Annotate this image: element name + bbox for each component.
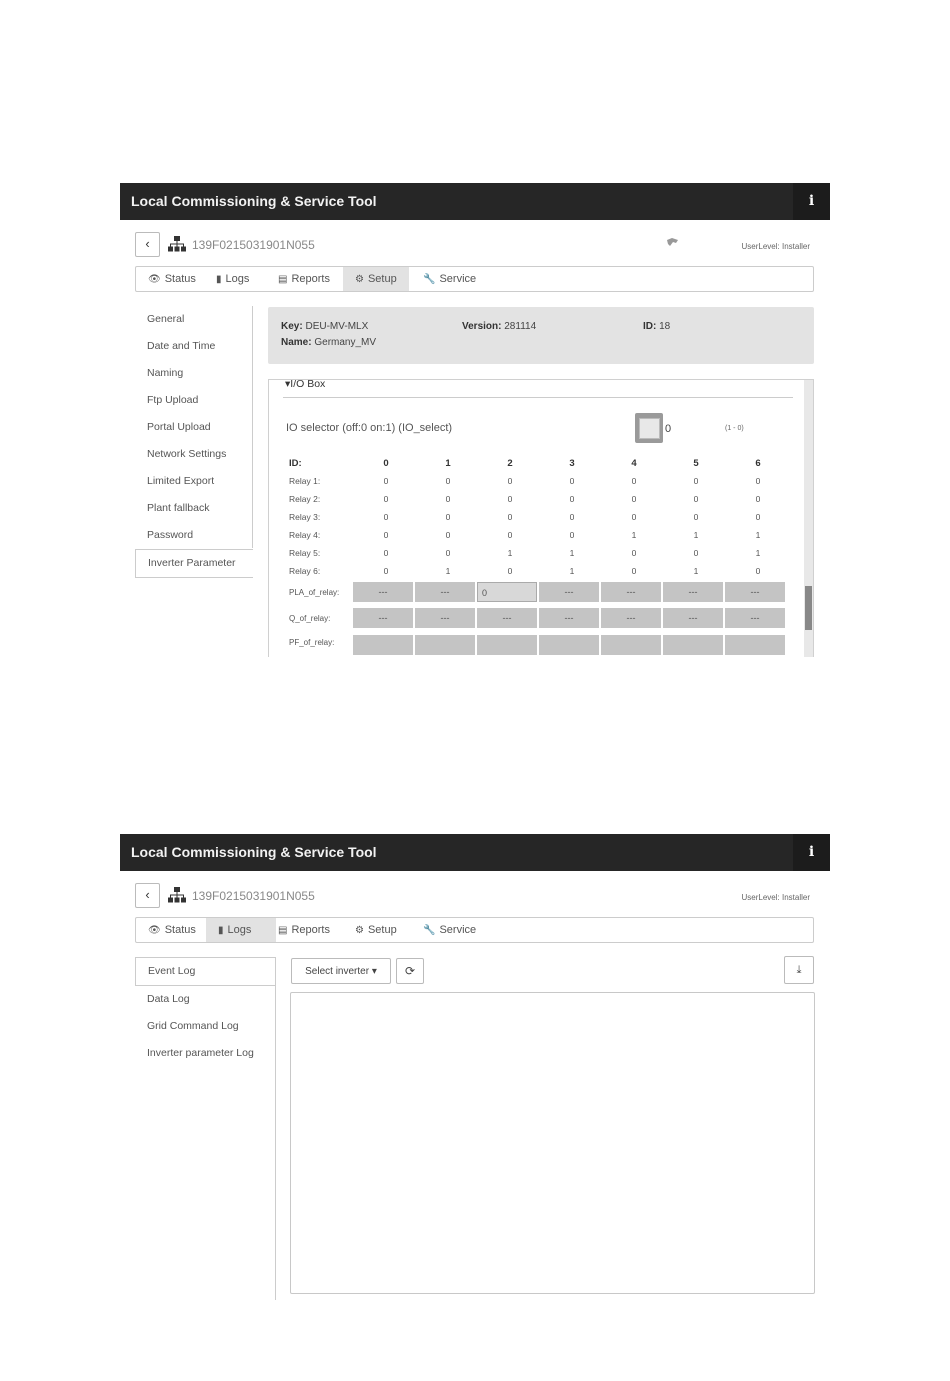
io-selector-value: 0 <box>665 423 672 435</box>
document-icon: ▤ <box>278 274 288 285</box>
refresh-icon[interactable]: ⟳ <box>396 958 424 984</box>
wrench-icon: 🔧 <box>423 274 436 285</box>
sidebar-item-event-log[interactable]: Event Log <box>135 957 275 986</box>
q-input[interactable]: --- <box>539 608 599 628</box>
connection-icon <box>666 237 680 249</box>
pla-input[interactable]: --- <box>725 582 785 602</box>
tab-logs[interactable]: ▮ Logs <box>204 267 274 291</box>
parameter-key-panel: Key: DEU-MV-MLX Version: 281114 ID: 18 Name: Germany_MV <box>268 307 814 364</box>
logs-sidebar <box>135 957 276 1300</box>
q-input[interactable]: --- <box>353 608 413 628</box>
q-input[interactable]: --- <box>477 608 537 628</box>
eye-icon: 👁 <box>148 274 161 285</box>
pla-input[interactable]: --- <box>353 582 413 602</box>
pf-of-relay-inputs <box>353 635 785 655</box>
pf-input[interactable] <box>663 635 723 655</box>
sidebar-item-data-log[interactable]: Data Log <box>147 993 190 1005</box>
relay-table-header: ID: 0 1 2 3 4 5 6 <box>289 457 761 469</box>
back-button[interactable]: ‹ <box>135 883 160 908</box>
book-icon: ▮ <box>218 925 224 936</box>
io-box-legend[interactable]: ▾I/O Box <box>285 379 326 390</box>
select-inverter-dropdown[interactable]: Select inverter ▾ <box>291 958 391 984</box>
info-icon[interactable]: i <box>793 183 830 220</box>
sidebar-item-limited-export[interactable]: Limited Export <box>147 475 215 487</box>
q-input[interactable]: --- <box>663 608 723 628</box>
tab-status[interactable]: 👁 Status <box>136 267 214 291</box>
io-selector-range: (1 - 0) <box>725 425 744 432</box>
eye-icon: 👁 <box>148 925 161 936</box>
title-bar <box>120 183 830 220</box>
download-icon[interactable]: ⤓ <box>784 956 814 984</box>
io-selector-label: IO selector (off:0 on:1) (IO_select) <box>286 422 453 434</box>
q-of-relay-label: Q_of_relay: <box>289 614 331 623</box>
gears-icon: ⚙ <box>355 925 364 936</box>
pf-input[interactable] <box>353 635 413 655</box>
table-row: Relay 3: 0 0 0 0 0 0 0 <box>289 512 761 522</box>
pla-input[interactable]: --- <box>415 582 475 602</box>
user-level: UserLevel: Installer <box>741 242 810 251</box>
tab-setup[interactable]: ⚙ Setup <box>343 267 409 291</box>
sidebar-item-general[interactable]: General <box>147 313 185 325</box>
sidebar-item-ftp-upload[interactable]: Ftp Upload <box>147 394 199 406</box>
pf-input[interactable] <box>415 635 475 655</box>
name-value: Germany_MV <box>314 337 377 348</box>
main-tabs <box>135 917 814 943</box>
pf-input[interactable] <box>539 635 599 655</box>
info-icon[interactable]: i <box>793 834 830 871</box>
pla-input[interactable]: --- <box>539 582 599 602</box>
app-title: Local Commissioning & Service Tool <box>131 844 377 860</box>
wrench-icon: 🔧 <box>423 925 436 936</box>
version-value: 281114 <box>504 321 537 332</box>
log-output-area <box>290 992 815 1294</box>
legend-rule <box>283 397 793 398</box>
device-name: 139F0215031901N055 <box>192 238 315 252</box>
key-value: DEU-MV-MLX <box>305 321 369 332</box>
tab-logs[interactable]: ▮ Logs <box>206 918 276 942</box>
document-icon: ▤ <box>278 925 288 936</box>
sidebar-item-naming[interactable]: Naming <box>147 367 184 379</box>
sitemap-icon <box>168 887 186 903</box>
device-header <box>135 232 815 258</box>
setup-screenshot <box>120 183 830 657</box>
book-icon: ▮ <box>216 274 222 285</box>
tab-status[interactable]: 👁 Status <box>136 918 214 942</box>
q-input[interactable]: --- <box>415 608 475 628</box>
gears-icon: ⚙ <box>355 274 364 285</box>
pla-of-relay-inputs <box>353 582 785 602</box>
table-row: Relay 1: 0 0 0 0 0 0 0 <box>289 476 761 486</box>
q-input[interactable]: --- <box>725 608 785 628</box>
sitemap-icon <box>168 236 186 252</box>
sidebar-item-portal-upload[interactable]: Portal Upload <box>147 421 211 433</box>
sidebar-item-inverter-parameter-log[interactable]: Inverter parameter Log <box>147 1047 254 1059</box>
pf-input[interactable] <box>725 635 785 655</box>
pf-input[interactable] <box>601 635 661 655</box>
relay-table <box>289 454 789 580</box>
sidebar-item-date-time[interactable]: Date and Time <box>147 340 216 352</box>
tab-reports[interactable]: ▤ Reports <box>266 267 344 291</box>
title-bar <box>120 834 830 871</box>
tab-setup[interactable]: ⚙ Setup <box>343 918 409 942</box>
pla-input[interactable]: --- <box>601 582 661 602</box>
table-row: Relay 5: 0 0 1 1 0 0 1 <box>289 548 761 558</box>
io-box-scrollbar[interactable] <box>804 380 813 657</box>
io-selector-toggle[interactable] <box>635 413 663 443</box>
q-input[interactable]: --- <box>601 608 661 628</box>
setup-sidebar <box>135 306 253 578</box>
scrollbar-thumb[interactable] <box>805 586 812 630</box>
sidebar-item-password[interactable]: Password <box>147 529 194 541</box>
table-row: Relay 2: 0 0 0 0 0 0 0 <box>289 494 761 504</box>
logs-screenshot <box>120 834 830 1300</box>
pla-input[interactable]: 0 <box>477 582 537 602</box>
tab-service[interactable]: 🔧 Service <box>411 267 489 291</box>
sidebar-item-plant-fallback[interactable]: Plant fallback <box>147 502 210 514</box>
pf-input[interactable] <box>477 635 537 655</box>
sidebar-divider <box>252 306 253 548</box>
main-tabs <box>135 266 814 292</box>
pla-input[interactable]: --- <box>663 582 723 602</box>
sidebar-item-inverter-parameter[interactable]: Inverter Parameter <box>135 549 253 578</box>
q-of-relay-inputs <box>353 608 785 628</box>
tab-service[interactable]: 🔧 Service <box>411 918 489 942</box>
io-box-panel <box>268 379 814 657</box>
back-button[interactable]: ‹ <box>135 232 160 257</box>
sidebar-item-grid-command-log[interactable]: Grid Command Log <box>147 1020 239 1032</box>
table-row: Relay 4: 0 0 0 0 1 1 1 <box>289 530 761 540</box>
toggle-knob[interactable] <box>639 418 660 439</box>
device-header <box>135 883 815 909</box>
user-level: UserLevel: Installer <box>741 893 810 902</box>
pla-of-relay-label: PLA_of_relay: <box>289 588 340 597</box>
table-row: Relay 6: 0 1 0 1 0 1 0 <box>289 566 761 576</box>
app-title: Local Commissioning & Service Tool <box>131 193 377 209</box>
device-name: 139F0215031901N055 <box>192 889 315 903</box>
tab-reports[interactable]: ▤ Reports <box>266 918 344 942</box>
pf-of-relay-label: PF_of_relay: <box>289 638 335 647</box>
sidebar-item-network-settings[interactable]: Network Settings <box>147 448 227 460</box>
id-value: 18 <box>659 321 671 332</box>
